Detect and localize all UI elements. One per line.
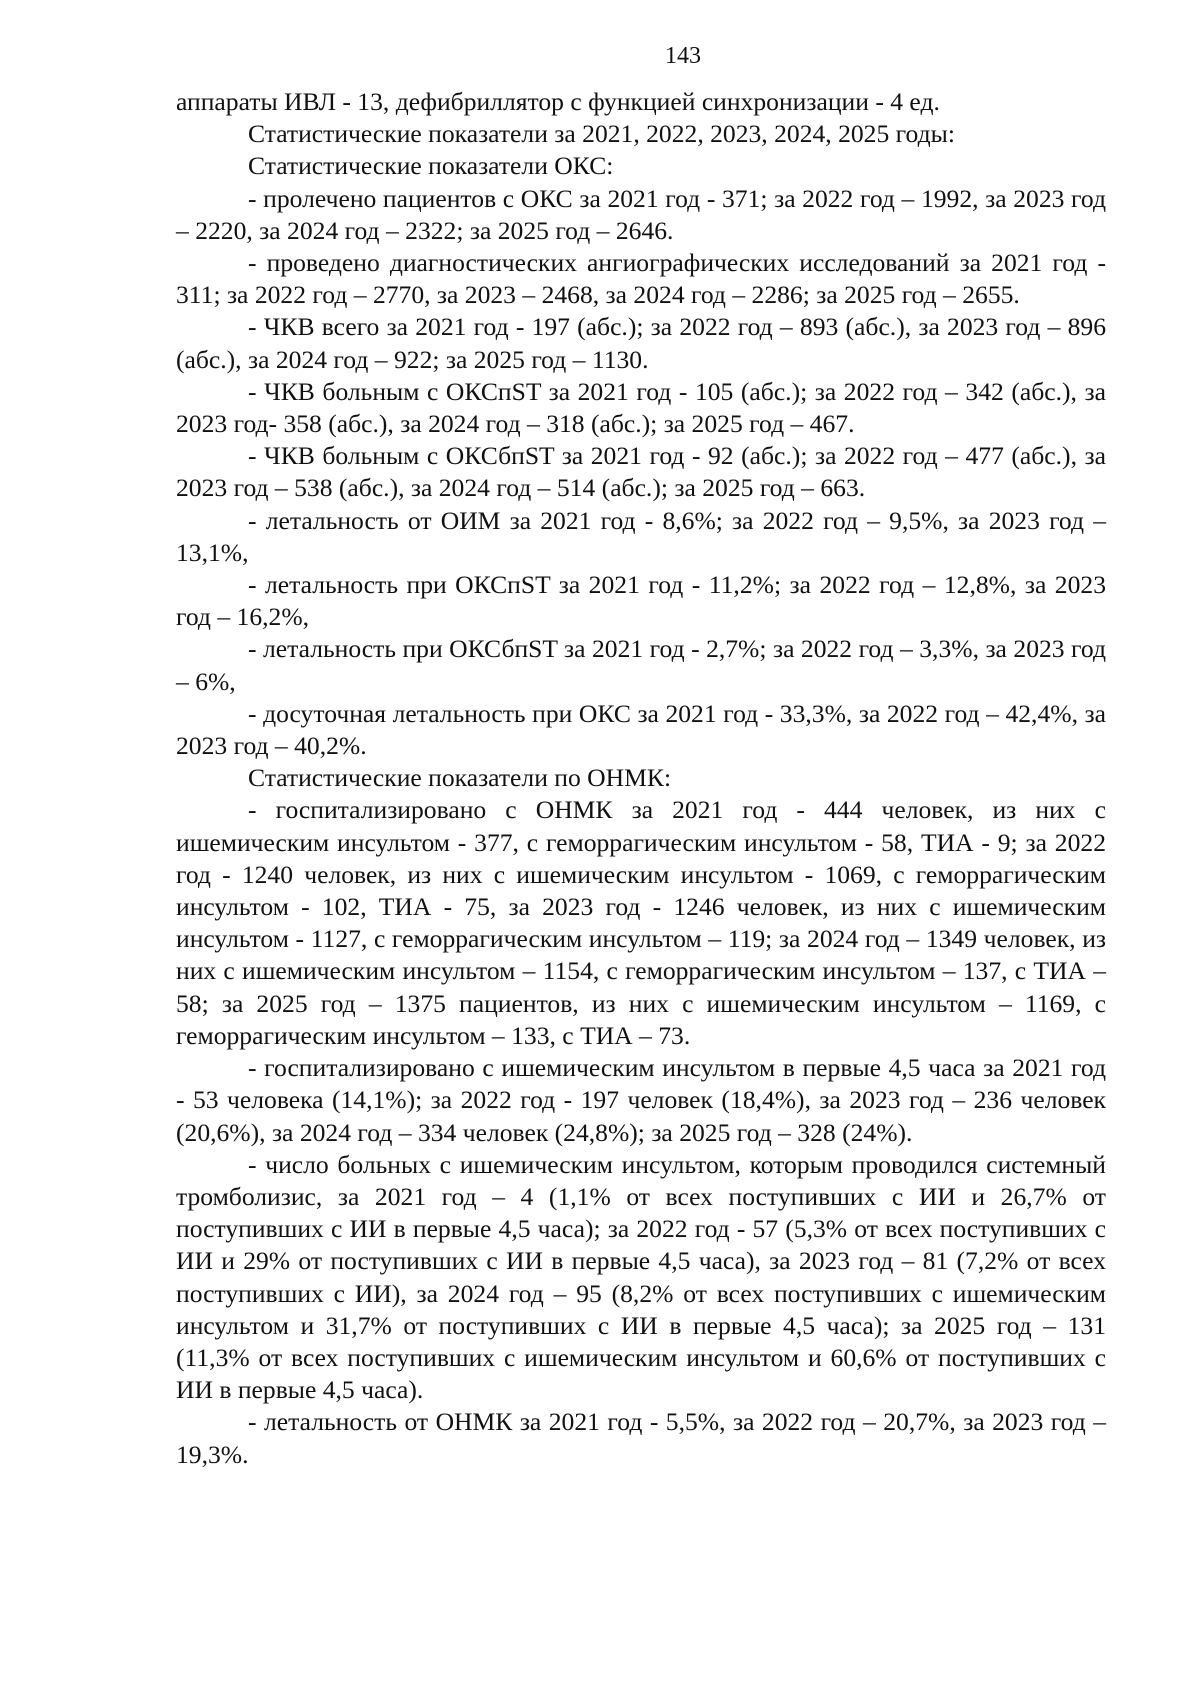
paragraph-statistics-heading: Статистические показатели за 2021, 2022, 2023, 2024, 2025 годы:: [248, 119, 955, 149]
paragraph-ischemic-first-hours: - госпитализировано с ишемическим инсультом в первые 4,5 часа за 2021 год - 53 человека (14,1%); за 2022 год - 197 человек (18,4%), за 2023 год – 236 человек (20,6%), за 2024 год – 334 человек (24,8%); за 2025 год – 328 (24%).: [176, 1053, 1106, 1147]
paragraph-pci-stemi: - ЧКВ больным с ОКСпST за 2021 год - 105 (абс.); за 2022 год – 342 (абс.), за 2023 год- 358 (абс.), за 2024 год – 318 (абс.); за 2025 год – 467.: [176, 376, 1106, 439]
paragraph-early-mortality: - досуточная летальность при ОКС за 2021 год - 33,3%, за 2022 год – 42,4%, за 2023 год – 40,2%.: [176, 698, 1106, 761]
paragraph-oks-heading: Статистические показатели ОКС:: [248, 151, 614, 181]
paragraph-mortality-mi: - летальность от ОИМ за 2021 год - 8,6%; за 2022 год – 9,5%, за 2023 год – 13,1%,: [176, 505, 1106, 567]
paragraph-oks-treated: - пролечено пациентов с ОКС за 2021 год - 371; за 2022 год – 1992, за 2023 год – 2220, за 2024 год – 2322; за 2025 год – 2646.: [176, 183, 1106, 245]
document-body: [176, 86, 1106, 1471]
paragraph-pci-total: - ЧКВ всего за 2021 год - 197 (абс.); за 2022 год – 893 (абс.), за 2023 год – 896 (абс.), за 2024 год – 922; за 2025 год – 1130.: [176, 312, 1106, 374]
paragraph-mortality-nstemi: - летальность при ОКСбпST за 2021 год - 2,7%; за 2022 год – 3,3%, за 2023 год – 6%,: [176, 634, 1106, 696]
paragraph-onmk-hospitalized: - госпитализировано с ОНМК за 2021 год - 444 человек, из них с ишемическим инсультом - 377, с геморрагическим инсультом - 58, ТИА - 9; за 2022 год - 1240 человек, из них с ишемическим инсультом - 1069, с геморрагическим инсультом - 102, ТИА - 75, за 2023 год - 1246 человек, из них с ишемическим инсультом - 1127, с геморрагическим инсультом – 119; за 2024 год – 1349 человек, из них с ишемическим инсультом – 1154, с геморрагическим инсультом – 137, с ТИА – 58; за 2025 год – 1375 пациентов, из них с ишемическим инсультом – 1169, с геморрагическим инсультом – 133, с ТИА – 73.: [176, 795, 1106, 1050]
paragraph-pci-nstemi: - ЧКВ больным с ОКСбпST за 2021 год - 92 (абс.); за 2022 год – 477 (абс.), за 2023 год – 538 (абс.), за 2024 год – 514 (абс.); за 2025 год – 663.: [176, 441, 1106, 503]
paragraph-mortality-onmk: - летальность от ОНМК за 2021 год - 5,5%, за 2022 год – 20,7%, за 2023 год – 19,3%.: [176, 1407, 1106, 1469]
paragraph-angiography: - проведено диагностических ангиографических исследований за 2021 год - 311; за 2022 год – 2770, за 2023 – 2468, за 2024 год – 2286; за 2025 год – 2655.: [176, 248, 1106, 310]
paragraph-equipment: аппараты ИВЛ - 13, дефибриллятор с функцией синхронизации - 4 ед.: [176, 87, 940, 116]
paragraph-thrombolysis: - число больных с ишемическим инсультом, которым проводился системный тромболизис, за 2021 год – 4 (1,1% от всех поступивших с ИИ и 26,7% от поступивших с ИИ в первые 4,5 часа); за 2022 год - 57 (5,3% от всех поступивших с ИИ и 29% от поступивших с ИИ в первые 4,5 часа), за 2023 год – 81 (7,2% от всех поступивших с ИИ), за 2024 год – 95 (8,2% от всех поступивших с ишемическим инсультом и 31,7% от поступивших с ИИ в первые 4,5 часа); за 2025 год – 131 (11,3% от всех поступивших с ишемическим инсультом и 60,6% от поступивших с ИИ в первые 4,5 часа).: [176, 1149, 1106, 1405]
page-number: 143: [665, 43, 701, 69]
paragraph-onmk-heading: Статистические показатели по ОНМК:: [248, 763, 672, 793]
paragraph-mortality-stemi: - летальность при ОКСпST за 2021 год - 11,2%; за 2022 год – 12,8%, за 2023 год – 16,2%,: [176, 570, 1106, 632]
